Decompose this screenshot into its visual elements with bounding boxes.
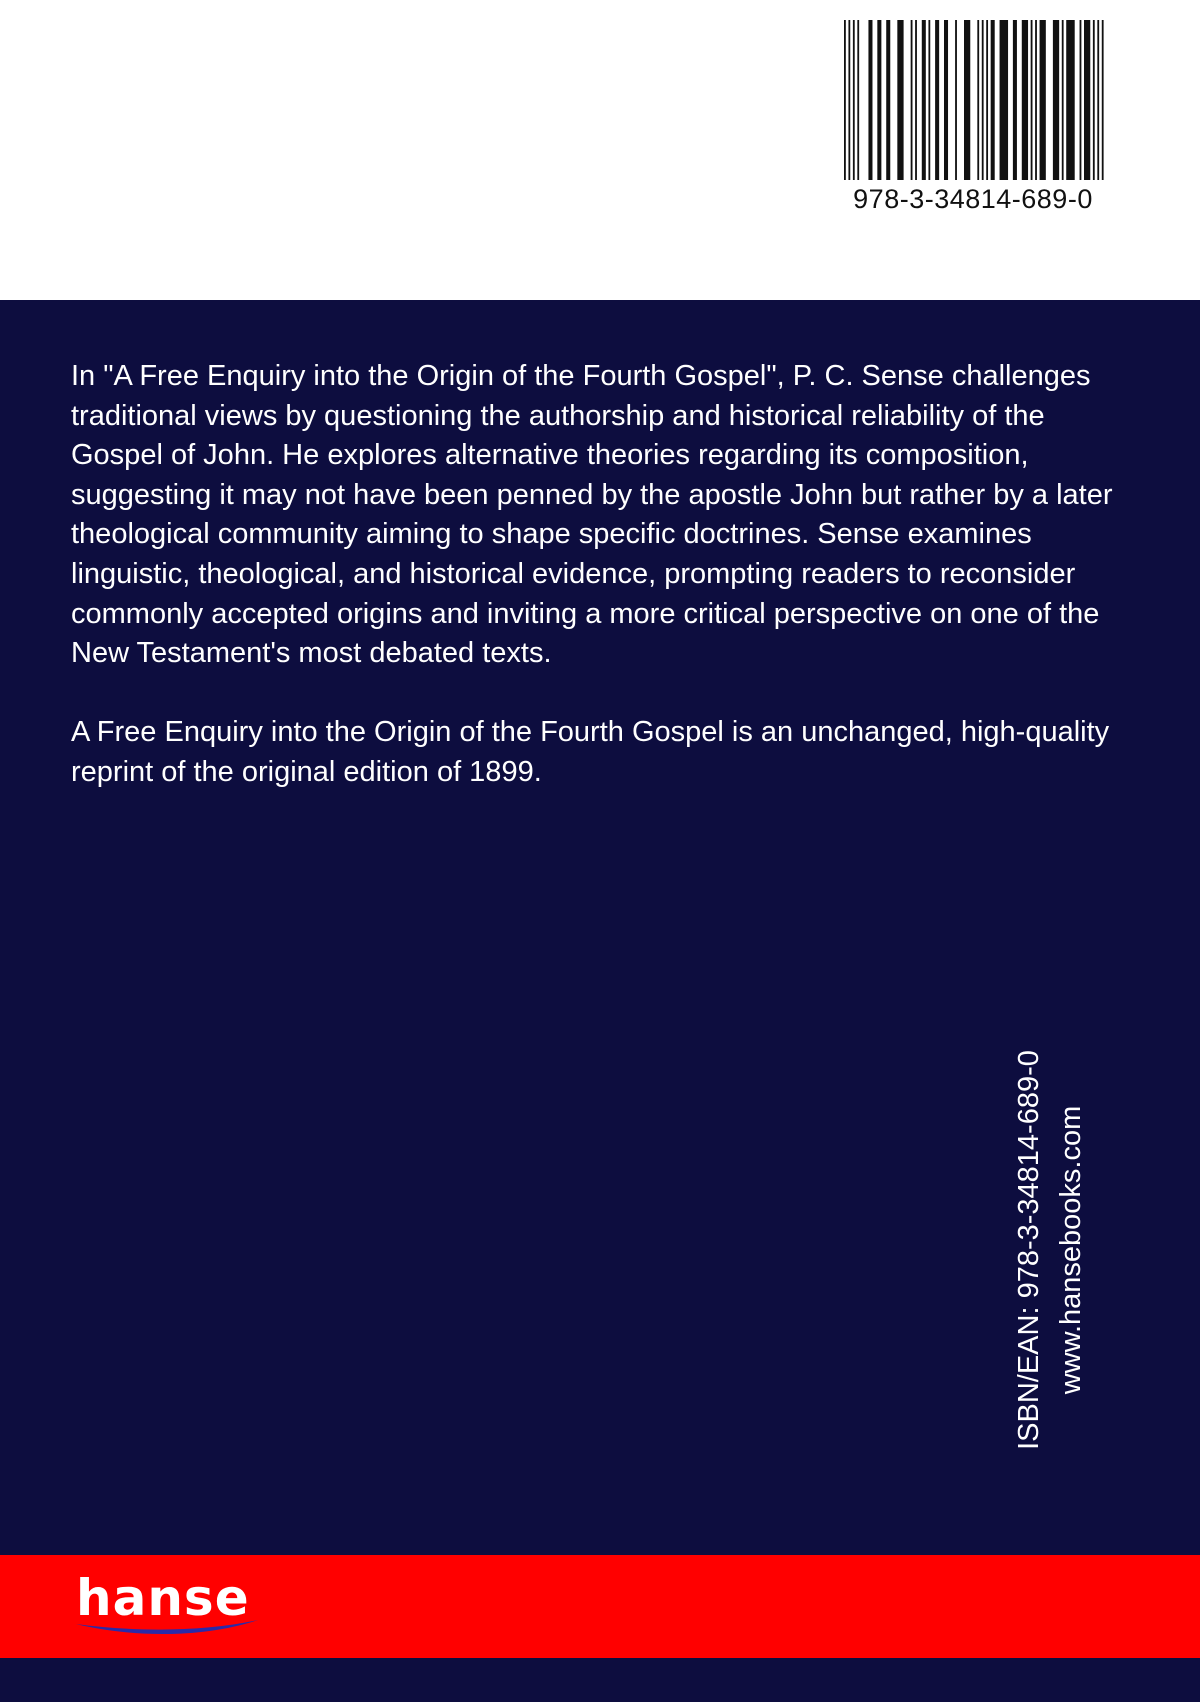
barcode-bar: [1066, 20, 1074, 180]
barcode-bar: [1102, 20, 1104, 180]
isbn-vertical-block: [1008, 1030, 1092, 1470]
barcode-bar: [928, 20, 930, 180]
barcode-bar: [857, 20, 859, 180]
barcode-bar: [1053, 20, 1059, 180]
barcode-bar: [1040, 20, 1046, 180]
barcode-bar: [877, 20, 881, 180]
barcode-number: 978-3-34814-689-0: [853, 184, 1093, 214]
barcode-bar: [1000, 20, 1008, 180]
barcode-bar: [1022, 20, 1028, 180]
barcode-bar: [1093, 20, 1095, 180]
hanse-logo: hanse: [76, 1569, 250, 1627]
barcode-bar: [915, 20, 917, 180]
barcode-bar: [991, 20, 995, 180]
barcode-bar: [1084, 20, 1090, 180]
barcode-bar: [1080, 20, 1082, 180]
barcode-bars: [844, 20, 1104, 180]
reprint-note: A Free Enquiry into the Origin of the Fourth Gospel is an unchanged, high-quality reprint of the original edition of 1899.: [71, 716, 1110, 788]
book-description: In "A Free Enquiry into the Origin of the Fourth Gospel", P. C. Sense challenges traditional views by questioning the authorship and historical reliability of the Gospel of John. He explores alternative theories regarding its composition, suggesting it may not have been penned by the apostle John but rather by a later theological community aiming to shape specific doctrines. Sense examines linguistic, theological, and historical evidence, prompting readers to reconsider commonly accepted origins and inviting a more critical perspective on one of the New Testament's most debated texts.: [71, 360, 1113, 670]
publisher-website: www.hansebooks.com: [1055, 1105, 1087, 1395]
barcode-bar: [964, 20, 970, 180]
barcode-bar: [1097, 20, 1099, 180]
barcode-bar: [844, 20, 846, 180]
barcode-bar: [935, 20, 939, 180]
barcode-bar: [1062, 20, 1064, 180]
barcode-bar: [848, 20, 850, 180]
barcode-bar: [868, 20, 872, 180]
isbn-label: ISBN/EAN: 978-3-34814-689-0: [1013, 1050, 1045, 1450]
barcode-bar: [897, 20, 903, 180]
barcode-bar: [1031, 20, 1033, 180]
barcode-bar: [922, 20, 926, 180]
barcode-bar: [986, 20, 988, 180]
barcode-bar: [982, 20, 984, 180]
barcode-bar: [955, 20, 957, 180]
barcode-bar: [1035, 20, 1037, 180]
barcode: [838, 20, 1108, 220]
barcode-bar: [911, 20, 913, 180]
bottom-band: [0, 1658, 1200, 1702]
barcode-bar: [886, 20, 890, 180]
barcode-bar: [853, 20, 855, 180]
barcode-bar: [977, 20, 979, 180]
barcode-bar: [1013, 20, 1017, 180]
barcode-bar: [944, 20, 948, 180]
